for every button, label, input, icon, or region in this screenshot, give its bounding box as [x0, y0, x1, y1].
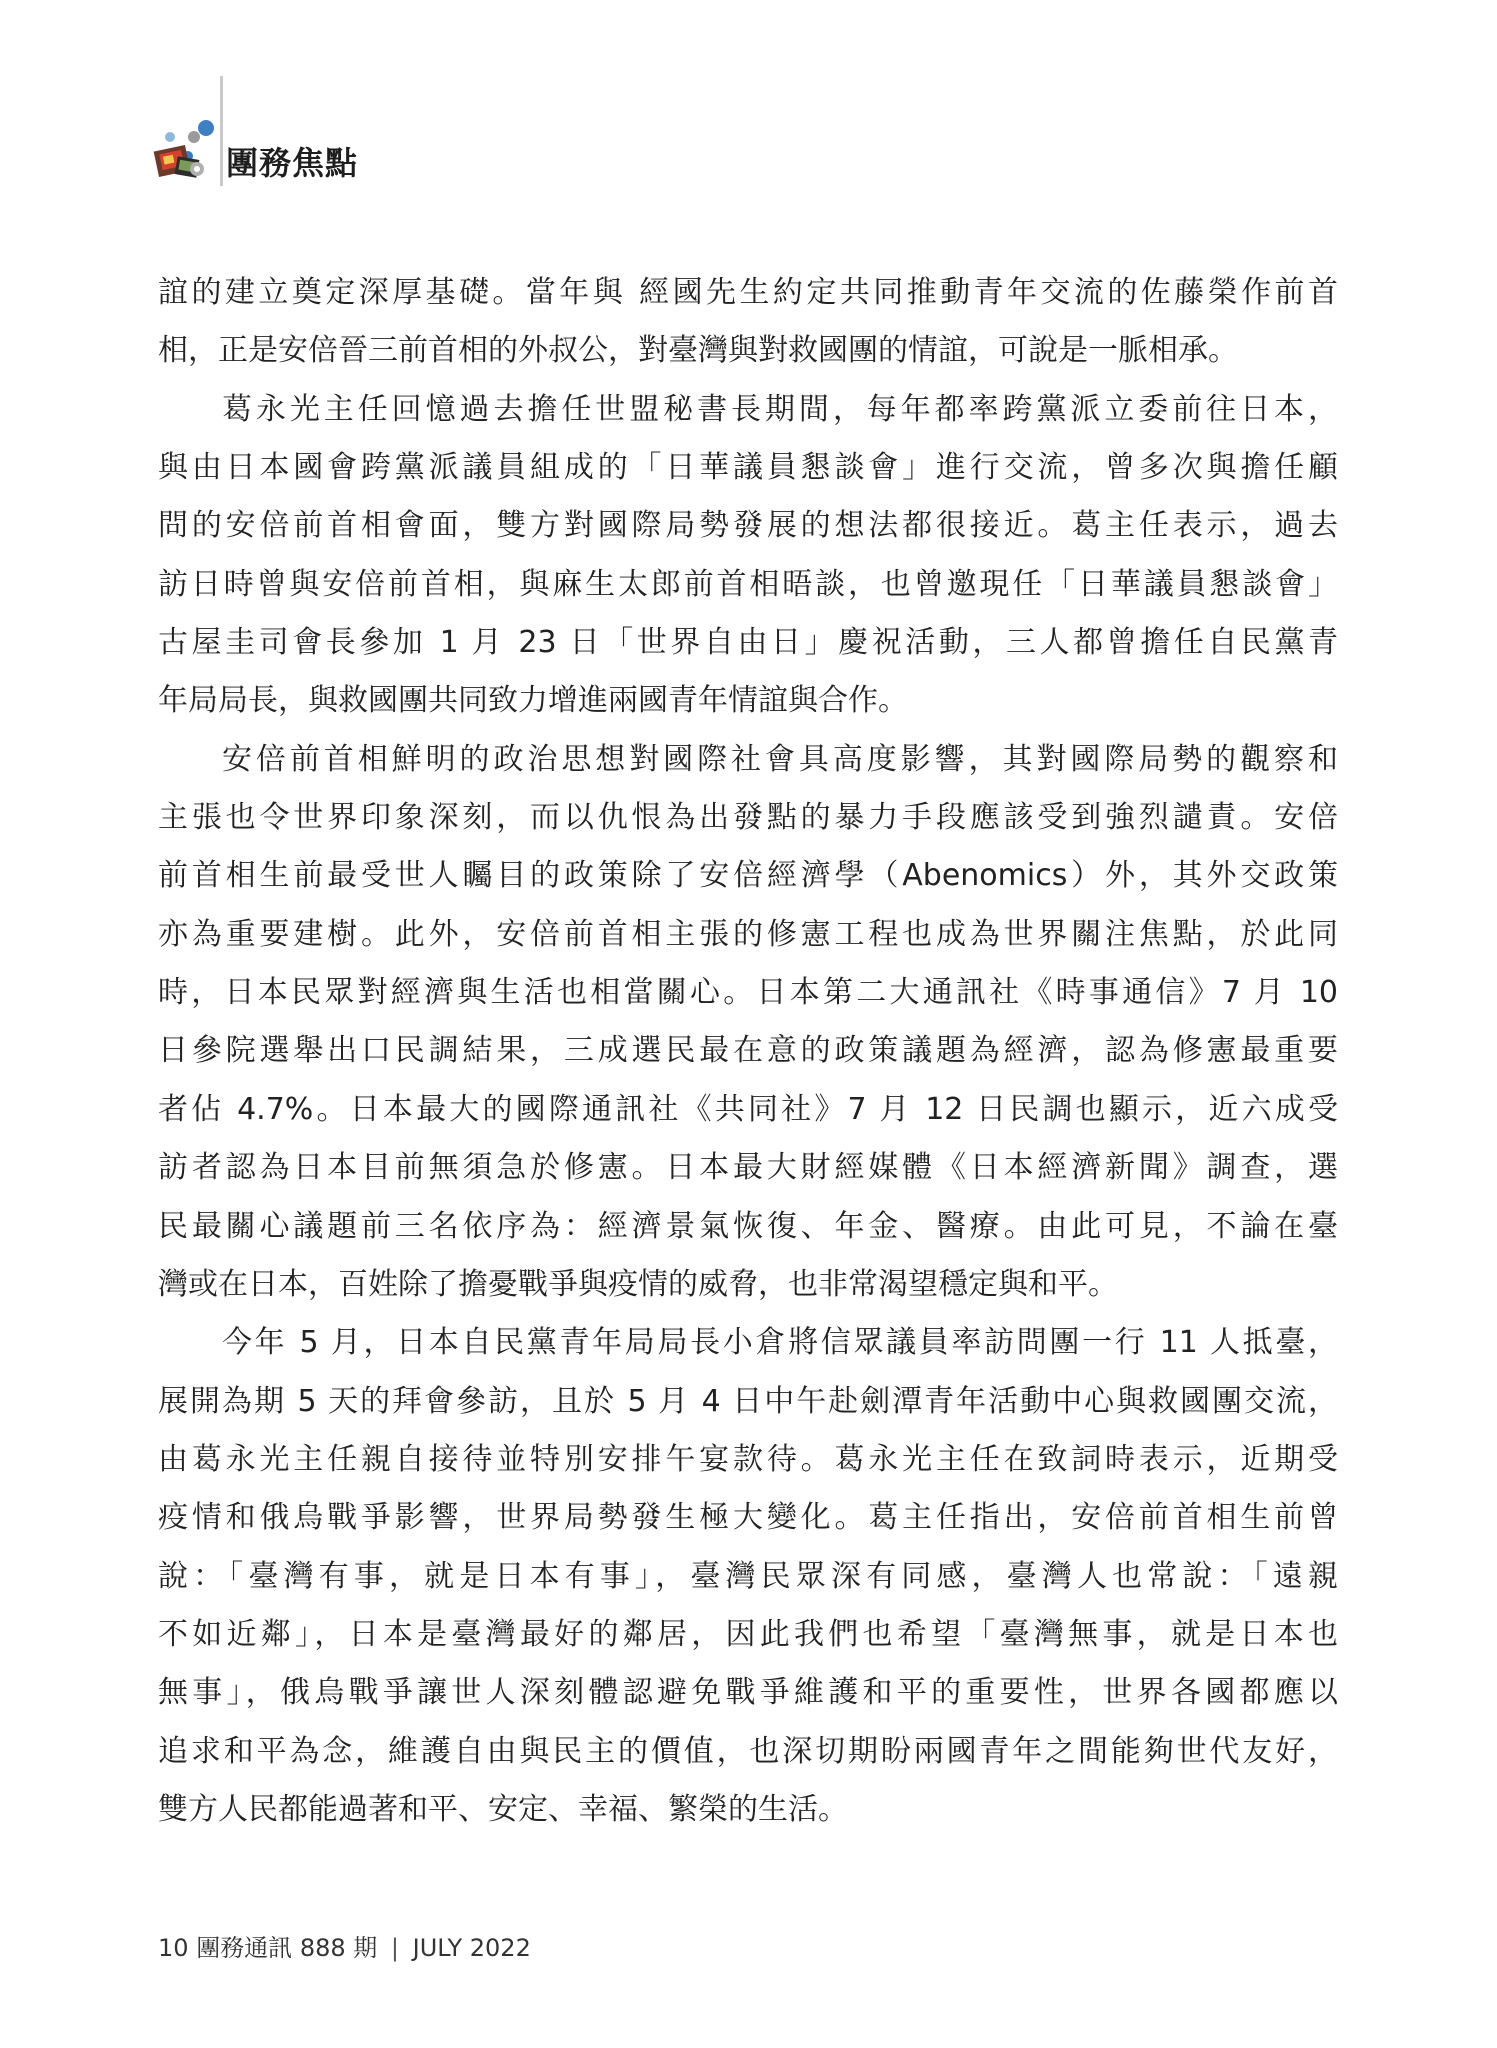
text-line: 疫情和俄烏戰爭影響，世界局勢發生極大變化。葛主任指出，安倍前首相生前曾	[158, 1500, 1338, 1536]
text-line: 說：「臺灣有事，就是日本有事」，臺灣民眾深有同感，臺灣人也常說：「遠親	[158, 1558, 1338, 1594]
text-line: 展開為期 5 天的拜會參訪，且於 5 月 4 日中午赴劍潭青年活動中心與救國團交流，	[158, 1383, 1338, 1419]
text-line: 時，日本民眾對經濟與生活也相當關心。日本第二大通訊社《時事通信》7 月 10	[158, 975, 1338, 1011]
text-line: 灣或在日本，百姓除了擔憂戰爭與疫情的威脅，也非常渴望穩定與和平。	[158, 1266, 1118, 1302]
text-line: 亦為重要建樹。此外，安倍前首相主張的修憲工程也成為世界關注焦點，於此同	[158, 916, 1338, 952]
page-number: 10	[158, 1934, 189, 1962]
text-line: 由葛永光主任親自接待並特別安排午宴款待。葛永光主任在致詞時表示，近期受	[158, 1441, 1338, 1477]
section-title: 團務焦點	[226, 144, 359, 182]
text-line: 者佔 4.7%。日本最大的國際通訊社《共同社》7 月 12 日民調也顯示，近六成受	[158, 1091, 1338, 1127]
text-line: 問的安倍前首相會面，雙方對國際局勢發展的想法都很接近。葛主任表示，過去	[158, 508, 1338, 544]
text-line: 雙方人民都能過著和平、安定、幸福、繁榮的生活。	[158, 1791, 848, 1827]
text-line: 相，正是安倍晉三前首相的外叔公，對臺灣與對救國團的情誼，可說是一脈相承。	[158, 333, 1238, 369]
text-line: 葛永光主任回憶過去擔任世盟秘書長期間，每年都率跨黨派立委前往日本，	[222, 391, 1338, 427]
text-line: 前首相生前最受世人矚目的政策除了安倍經濟學（Abenomics）外，其外交政策	[158, 858, 1338, 894]
text-line: 日參院選舉出口民調結果，三成選民最在意的政策議題為經濟，認為修憲最重要	[158, 1033, 1338, 1069]
page-footer	[158, 1928, 531, 1963]
publication-title: 團務通訊 888 期	[196, 1934, 378, 1962]
text-line: 古屋圭司會長參加 1 月 23 日「世界自由日」慶祝活動，三人都曾擔任自民黨青	[158, 625, 1338, 661]
page-header	[150, 76, 510, 186]
text-line: 訪日時曾與安倍前首相，與麻生太郎前首相晤談，也曾邀現任「日華議員懇談會」	[158, 566, 1338, 602]
section-logo-icon	[150, 76, 224, 186]
text-line: 追求和平為念，維護自由與民主的價值，也深切期盼兩國青年之間能夠世代友好，	[158, 1733, 1338, 1769]
text-line: 不如近鄰」，日本是臺灣最好的鄰居，因此我們也希望「臺灣無事，就是日本也	[158, 1616, 1338, 1652]
text-line: 民最關心議題前三名依序為：經濟景氣恢復、年金、醫療。由此可見，不論在臺	[158, 1208, 1338, 1244]
text-line: 誼的建立奠定深厚基礎。當年與 經國先生約定共同推動青年交流的佐藤榮作前首	[158, 275, 1338, 310]
text-line: 安倍前首相鮮明的政治思想對國際社會具高度影響，其對國際局勢的觀察和	[222, 741, 1338, 777]
text-line: 年局局長，與救國團共同致力增進兩國青年情誼與合作。	[158, 683, 908, 719]
text-line: 與由日本國會跨黨派議員組成的「日華議員懇談會」進行交流，曾多次與擔任顧	[158, 450, 1338, 486]
text-line: 無事」，俄烏戰爭讓世人深刻體認避免戰爭維護和平的重要性，世界各國都應以	[158, 1675, 1338, 1711]
text-line: 訪者認為日本目前無須急於修憲。日本最大財經媒體《日本經濟新聞》調查，選	[158, 1150, 1338, 1186]
publication-date: JULY 2022	[412, 1934, 531, 1962]
footer-separator: |	[390, 1934, 399, 1962]
text-line: 主張也令世界印象深刻，而以仇恨為出發點的暴力手段應該受到強烈譴責。安倍	[158, 800, 1338, 836]
text-line: 今年 5 月，日本自民黨青年局局長小倉將信眾議員率訪問團一行 11 人抵臺，	[222, 1325, 1338, 1361]
article-body	[158, 264, 1338, 1839]
